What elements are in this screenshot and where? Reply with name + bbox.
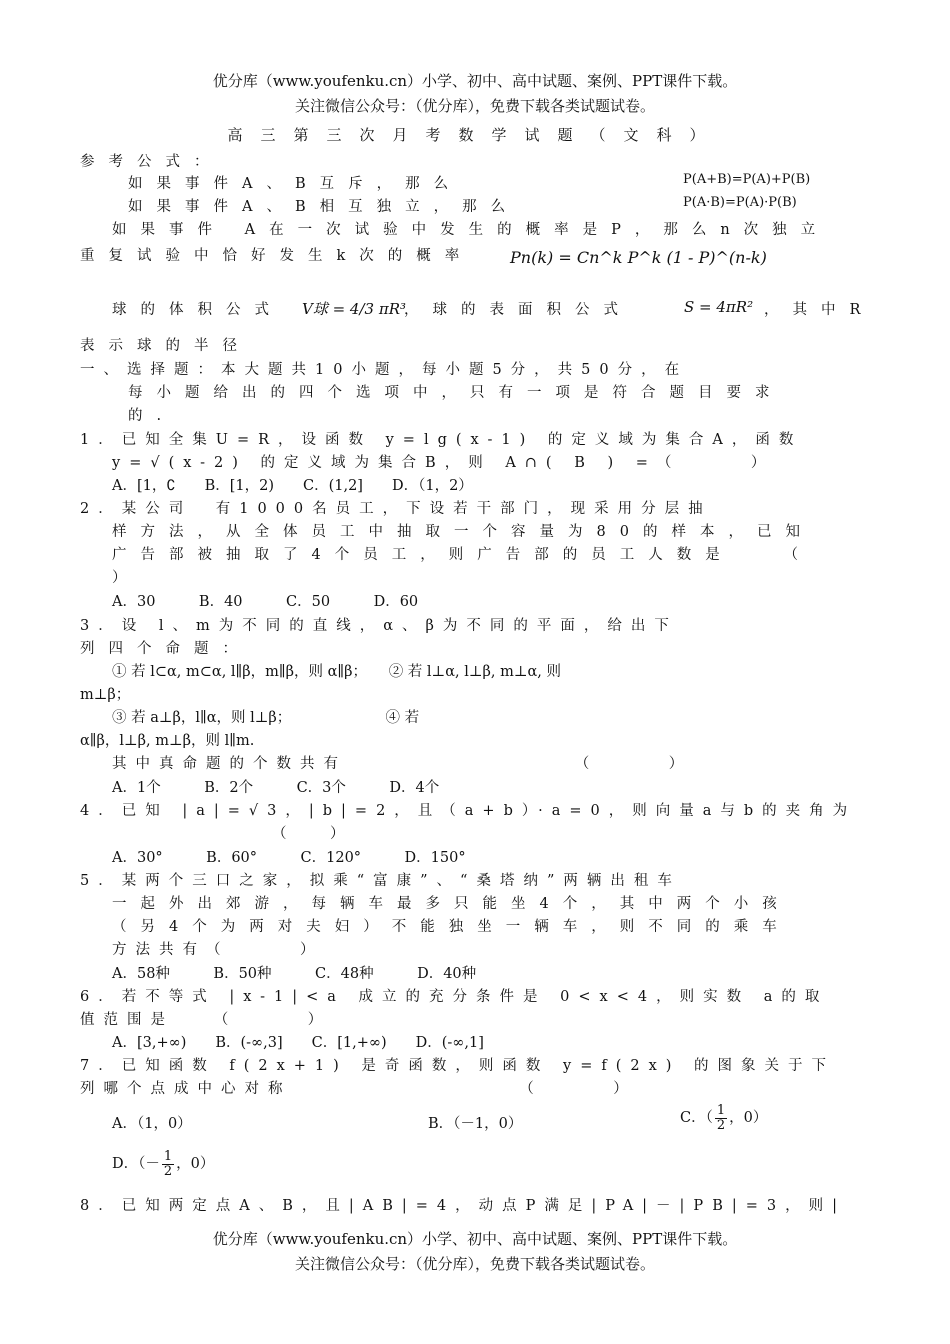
q3-line-1: 3．设 l、m为不同的直线，α、β为不同的平面，给出下	[80, 618, 678, 634]
formula-2: P(A·B)=P(A)·P(B)	[683, 195, 797, 210]
header-line-2: 关注微信公众号：（优分库），免费下载各类试题试卷。	[294, 97, 655, 115]
formula-label: 参考公式：	[80, 154, 223, 170]
q5-line-3: （另4个为两对夫妇）不能独坐一辆车，则不同的乘车	[112, 919, 791, 935]
q3-proposition-3-4: ③ 若 a⊥β，l∥α，则 l⊥β； ④ 若	[112, 710, 420, 726]
q7-option-a: A．（1，0）	[112, 1116, 192, 1132]
q5-line-1: 5．某两个三口之家，拟乘“富康”、“桑塔纳”两辆出租车	[80, 873, 681, 889]
formula-3-text-a: 如果事件 A在一次试验中发生的概率是P，那么n次独立	[112, 222, 830, 238]
q7-line-2: 列哪个点成中心对称 （ ）	[80, 1081, 637, 1097]
header-line-1: 优分库（www.youfenku.cn）小学、初中、高中试题、案例、PPT课件下载。	[212, 72, 738, 90]
formula-2-text: 如果事件A、B相互独立，那么	[128, 199, 520, 215]
formula-1-text: 如果事件A、B互斥，那么	[128, 176, 463, 192]
q5-line-2: 一起外出郊游，每辆车最多只能坐4个，其中两个小孩	[112, 896, 791, 912]
q4-options: A．30° B．60° C．120° D．150°	[112, 850, 466, 866]
q6-options: A．[3,+∞) B．(-∞,3] C．[1,+∞) D．(-∞,1]	[112, 1035, 484, 1051]
q7-option-d	[112, 1150, 214, 1178]
section-1-line-2: 每小题给出的四个选项中，只有一项是符合题目要求	[128, 385, 784, 401]
q4-line-1: 4．已知 |a|=√3，|b|=2，且（a+b）·a=0，则向量a与b的夹角为	[80, 803, 857, 819]
page-title: 高三第三次月考数学试题（文科）	[227, 126, 723, 144]
q7-option-c-prefix: C．（	[680, 1110, 713, 1127]
q3-line-4: m⊥β；	[80, 687, 131, 703]
q3-options: A．1个 B．2个 C．3个 D．4个	[112, 780, 440, 796]
q7-option-c	[680, 1104, 767, 1132]
section-1-line-3: 的.	[128, 408, 176, 424]
sphere-volume-formula: V球 = 4/3 πR³	[302, 300, 407, 318]
section-1-line-1: 一、选择题：本大题共10小题，每小题5分，共50分，在	[80, 362, 689, 378]
q3-proposition-1-2: ① 若 l⊂α, m⊂α, l∥β，m∥β，则 α∥β； ② 若 l⊥α, l⊥β, m⊥α, 则	[112, 664, 561, 680]
q2-options: A．30 B．40 C．50 D．60	[112, 594, 419, 610]
sphere-surface-formula: S = 4πR²	[684, 298, 754, 316]
q1-line-1: 1．已知全集U=R，设函数 y=lg(x-1) 的定义域为集合A，函数	[80, 432, 803, 448]
fraction-numerator: 1	[716, 1103, 726, 1118]
fraction-denominator: 2	[716, 1117, 726, 1133]
q2-line-1: 2．某公司 有1000名员工，下设若干部门，现采用分层抽	[80, 501, 712, 517]
q6-line-2: 值范围是 （ ）	[80, 1012, 332, 1028]
formula-4-text-b: ，球的表面积公式	[404, 302, 632, 318]
q5-line-4: 方法共有（ ）	[112, 942, 324, 958]
q2-line-4: ）	[112, 570, 127, 586]
q2-line-3: 广告部被抽取了4个员工，则广告部的员工人数是 （	[112, 547, 812, 563]
q1-line-2: y=√(x-2) 的定义域为集合B，则 A∩( B ) =（ ）	[112, 455, 775, 471]
q3-line-7: 其中真命题的个数共有 （ ）	[112, 756, 693, 772]
q2-line-2: 样方法，从全体员工中抽取一个容量为80的样本，已知	[112, 524, 814, 540]
footer-line-2: 关注微信公众号：（优分库），免费下载各类试题试卷。	[294, 1255, 655, 1273]
q5-options: A．58种 B．50种 C．48种 D．40种	[112, 966, 477, 982]
q7-option-d-prefix: D．（－	[112, 1156, 160, 1173]
formula-1: P(A+B)=P(A)+P(B)	[683, 172, 811, 187]
q7-option-b: B．（－1，0）	[428, 1116, 523, 1132]
q3-line-2: 列四个命题：	[80, 641, 251, 657]
formula-4-text-a: 球的体积公式	[112, 302, 283, 318]
formula-4-text-d: 表示球的半径	[80, 338, 251, 354]
q7-option-d-suffix: ，0）	[176, 1156, 215, 1173]
fraction-numerator: 1	[163, 1149, 173, 1164]
q7-option-c-suffix: ，0）	[729, 1110, 768, 1127]
fraction-one-half	[162, 1150, 174, 1178]
q8-line-1: 8．已知两定点A、B，且|AB|=4，动点P满足|PA|－|PB|=3，则|	[80, 1198, 846, 1214]
q1-options: A．[1，∁ B．[1，2) C．(1,2] D．（1，2）	[112, 478, 473, 494]
q6-line-1: 6．若不等式 |x-1|<a 成立的充分条件是 0<x<4，则实数 a的取	[80, 989, 829, 1005]
fraction-one-half	[715, 1104, 727, 1132]
q3-line-6: α∥β，l⊥β, m⊥β，则 l∥m.	[80, 733, 255, 749]
formula-3-text-b: 重复试验中恰好发生k次的概率	[80, 248, 474, 264]
footer-line-1: 优分库（www.youfenku.cn）小学、初中、高中试题、案例、PPT课件下载。	[212, 1230, 738, 1248]
formula-4-text-c: ，其中R	[764, 302, 875, 318]
fraction-denominator: 2	[163, 1163, 173, 1179]
q4-line-2: （ ）	[272, 826, 345, 842]
formula-3: Pn(k) = Cn^k P^k (1 - P)^(n-k)	[510, 248, 767, 267]
q7-line-1: 7．已知函数 f(2x+1) 是奇函数，则函数 y=f(2x) 的图象关于下	[80, 1058, 836, 1074]
